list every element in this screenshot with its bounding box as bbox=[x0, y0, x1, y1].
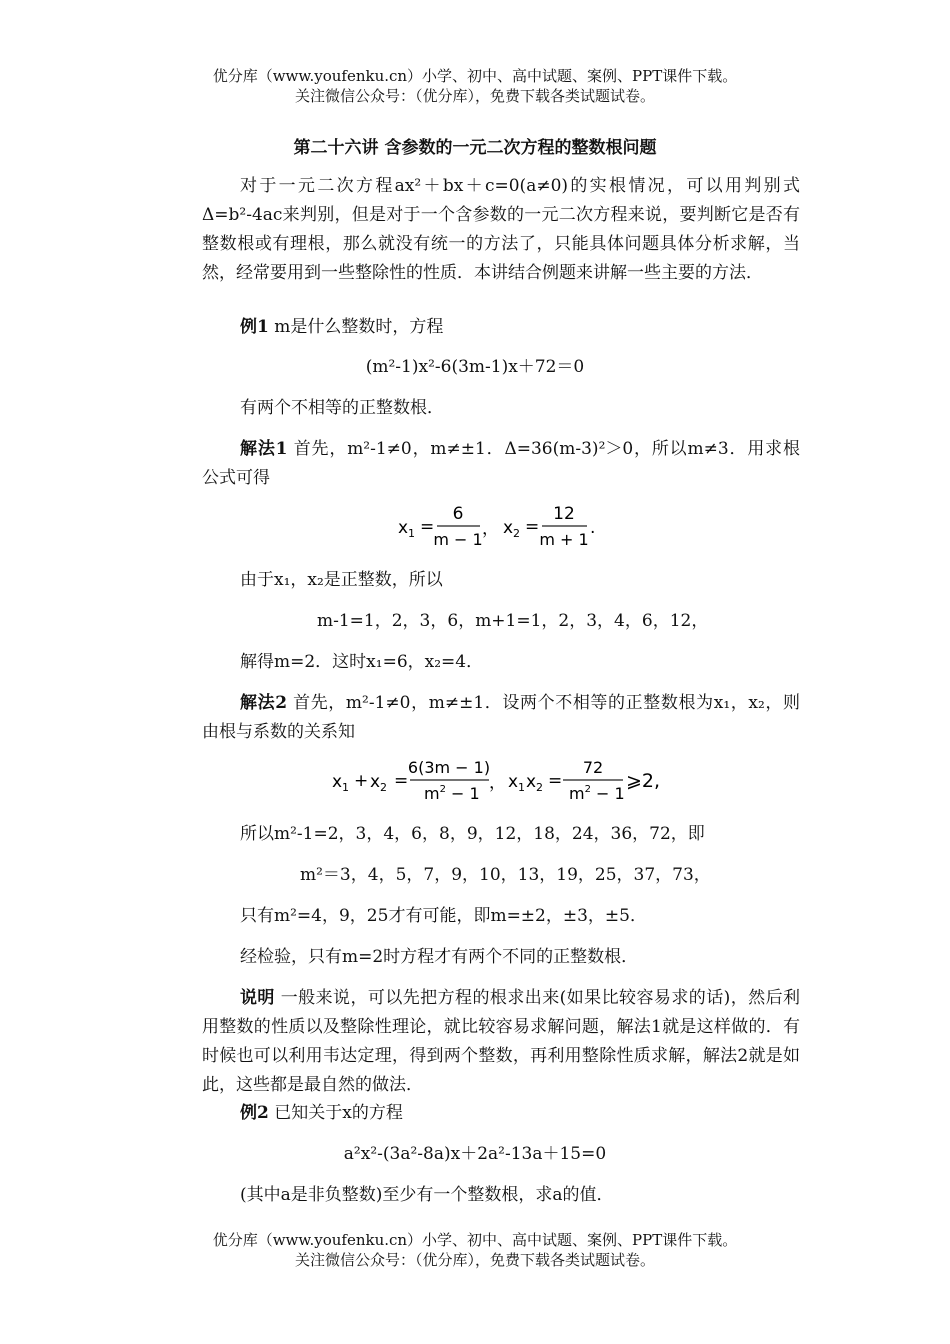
f2-x2: x bbox=[370, 772, 381, 792]
f2-num2: 72 bbox=[582, 758, 604, 777]
f2-eq2: = bbox=[548, 771, 563, 791]
f1-end: . bbox=[590, 518, 596, 538]
root-formula-svg bbox=[0, 500, 950, 552]
f1-sub2: 2 bbox=[513, 527, 520, 540]
f1-sub1: 1 bbox=[408, 527, 415, 540]
solution-2-check: 经检验，只有m=2时方程才有两个不同的正整数根． bbox=[240, 947, 639, 967]
solution-2-values: m²＝3，4，5，7，9，10，13，19，25，37，73， bbox=[300, 865, 711, 885]
f2-eq1: = bbox=[394, 771, 409, 791]
f2-plus: + bbox=[354, 771, 369, 791]
f2-den2: $m^2 - 1$ bbox=[569, 784, 625, 803]
footer-line-1: 优分库（www.youfenku.cn）小学、初中、高中试题、案例、PPT课件下载。 bbox=[212, 1231, 738, 1249]
f1-x2: x bbox=[503, 518, 514, 538]
f2-num1: 6(3m − 1) bbox=[407, 758, 491, 777]
f1-num1: 6 bbox=[452, 504, 464, 524]
solution-2-only: 只有m²=4，9，25才有可能，即m=±2，±3，±5． bbox=[240, 906, 647, 926]
solution-1-text: 首先，m²-1≠0，m≠±1．Δ=36(m-3)²＞0，所以m≠3．用求根公式可得 bbox=[202, 439, 800, 488]
solution-2-so: 所以m²-1=2，3，4，6，8，9，12，18，24，36，72，即 bbox=[240, 824, 705, 844]
f1-den1: m − 1 bbox=[433, 530, 483, 549]
example-1-text: m是什么整数时，方程 bbox=[268, 317, 444, 337]
note-label: 说明 bbox=[240, 988, 275, 1008]
vieta-formula-svg bbox=[0, 754, 950, 806]
f1-x1: x bbox=[398, 518, 409, 538]
f1-den2: m + 1 bbox=[539, 530, 589, 549]
header-line-2: 关注微信公众号：（优分库），免费下载各类试题试卷。 bbox=[294, 87, 655, 105]
f2-x1: x bbox=[332, 772, 343, 792]
example-1-condition: 有两个不相等的正整数根． bbox=[240, 398, 444, 418]
f2-p2: x bbox=[526, 772, 537, 792]
example-2-prompt bbox=[240, 1099, 403, 1128]
intro-paragraph: 对于一元二次方程ax²＋bx＋c=0(a≠0)的实根情况，可以用判别式Δ=b²-4ac来判别，但是对于一个含参数的一元二次方程来说，要判断它是否有整数根或有理根，那么就没有统一的方法了，只能具体问题具体分析求解，当然，经常要用到一些整除性的性质．本讲结合例题来讲解一些主要的方法． bbox=[202, 176, 800, 283]
note-text: 一般来说，可以先把方程的根求出来(如果比较容易求的话)，然后利用整数的性质以及整除性理论，就比较容易求解问题，解法1就是这样做的．有时候也可以利用韦达定理，得到两个整数，再利用整除性质求解，解法2就是如此，这些都是最自然的做法． bbox=[202, 988, 801, 1095]
f1-separator: ， bbox=[482, 519, 499, 539]
solution-2-text: 首先，m²-1≠0，m≠±1．设两个不相等的正整数根为x₁，x₂，则由根与系数的关系知 bbox=[202, 693, 800, 742]
solution-1-since: 由于x₁，x₂是正整数，所以 bbox=[240, 570, 443, 590]
solution-2-intro bbox=[202, 689, 800, 747]
example-1-equation: (m²-1)x²-6(3m-1)x＋72＝0 bbox=[365, 357, 585, 377]
example-1-prompt bbox=[240, 313, 443, 342]
example-2-text: 已知关于x的方程 bbox=[268, 1103, 403, 1123]
f2-sub2: 2 bbox=[380, 781, 387, 794]
f1-eq1: = bbox=[420, 517, 435, 537]
f2-psub1: 1 bbox=[518, 781, 525, 794]
footer-line-2: 关注微信公众号：（优分库），免费下载各类试题试卷。 bbox=[294, 1251, 655, 1269]
f2-separator: ， bbox=[489, 773, 506, 793]
f1-eq2: = bbox=[525, 517, 540, 537]
example-1-label: 例1 bbox=[240, 317, 269, 337]
solution-1-values: m-1=1，2，3，6，m+1=1，2，3，4，6，12， bbox=[317, 611, 709, 631]
example-2-condition: (其中a是非负整数)至少有一个整数根，求a的值． bbox=[240, 1185, 614, 1205]
lecture-title: 第二十六讲 含参数的一元二次方程的整数根问题 bbox=[293, 138, 657, 158]
solution-1-result: 解得m=2．这时x₁=6，x₂=4． bbox=[240, 652, 484, 672]
root-formula bbox=[0, 500, 950, 552]
f2-den1: $m^2 - 1$ bbox=[424, 784, 480, 803]
f2-sub1: 1 bbox=[342, 781, 349, 794]
vieta-formula bbox=[0, 754, 950, 806]
header-line-1: 优分库（www.youfenku.cn）小学、初中、高中试题、案例、PPT课件下载。 bbox=[212, 67, 738, 85]
f1-num2: 12 bbox=[553, 504, 575, 524]
solution-1-label: 解法1 bbox=[240, 439, 288, 459]
solution-1-intro bbox=[202, 435, 800, 493]
f2-ge: ⩾2, bbox=[626, 770, 661, 792]
note-paragraph bbox=[202, 984, 800, 1100]
example-2-label: 例2 bbox=[240, 1103, 269, 1123]
example-2-equation: a²x²-(3a²-8a)x＋2a²-13a＋15=0 bbox=[343, 1144, 607, 1164]
f2-psub2: 2 bbox=[536, 781, 543, 794]
solution-2-label: 解法2 bbox=[240, 693, 288, 713]
f2-p1: x bbox=[508, 772, 519, 792]
